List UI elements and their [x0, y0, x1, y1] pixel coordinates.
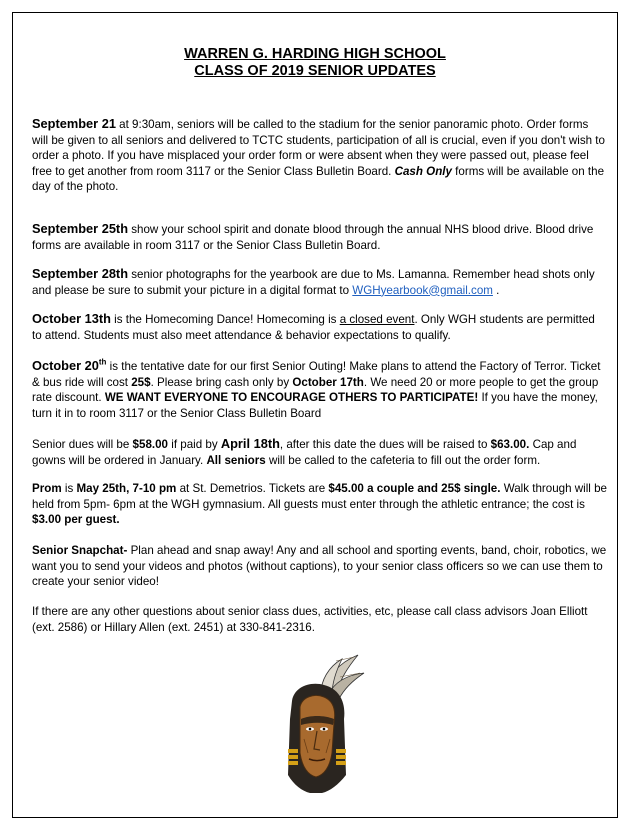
- yearbook-email-link[interactable]: WGHyearbook@gmail.com: [352, 283, 493, 297]
- native-american-chief-mascot-icon: [266, 653, 366, 798]
- paragraph-september-25: September 25th show your school spirit and donate blood through the annual NHS blood drive. Blood drive forms are available in room 3117 or the Senior Class Bulletin Board.: [32, 221, 594, 252]
- flyer-page: [12, 12, 618, 818]
- date-lead: September 25th: [32, 221, 129, 236]
- paragraph-september-21: September 21 at 9:30am, seniors will be called to the stadium for the senior panoramic photo. Order forms will be given to all seniors and delivered to TCTC students, participation of all is crucial, even if you don't wish to order a photo. If you have misplaced your order form or were absent when they were passed out, please feel free to get another from room 3117 or the Senior Class Bulletin Board. Cash Only forms will be available on the day of the photo.: [32, 116, 605, 194]
- date-lead: September 21: [32, 116, 116, 131]
- paragraph-september-28: September 28th senior photographs for the yearbook are due to Ms. Lamanna. Remember head shots only and please be sure to submit your picture in a digital format to WGHyearbook@gmail.com .: [32, 266, 595, 297]
- date-lead: October 20th: [32, 357, 107, 373]
- paragraph-october-13: October 13th is the Homecoming Dance! Homecoming is a closed event. Only WGH students are permitted to attend. Students must also meet attendance & behavior expectations to qualify.: [32, 311, 595, 342]
- paragraph-prom: Prom is May 25th, 7-10 pm at St. Demetrios. Tickets are $45.00 a couple and 25$ single. Walk through will be held from 5pm- 6pm at the WGH gymnasium. All guests must enter through the athletic entrance; the cost is $3.00 per guest.: [32, 482, 608, 527]
- title-school: WARREN G. HARDING HIGH SCHOOL: [184, 46, 446, 62]
- date-lead: September 28th: [32, 266, 129, 281]
- date-lead: October 13th: [32, 311, 111, 326]
- paragraph-senior-dues: Senior dues will be $58.00 if paid by April 18th, after this date the dues will be raised to $63.00. Cap and gowns will be ordered in January. All seniors will be called to the cafeteria to fill out the order form.: [32, 436, 577, 467]
- closed-event: a closed event: [339, 313, 415, 326]
- participation-callout: WE WANT EVERYONE TO ENCOURAGE OTHERS TO PARTICIPATE!: [104, 391, 479, 405]
- paragraph-contact: If there are any other questions about senior class dues, activities, etc, please call class advisors Joan Elliott (ext. 2586) or Hillary Allen (ext. 2451) at 330-841-2316.: [32, 605, 588, 634]
- page-title: [13, 46, 617, 80]
- cash-only: Cash Only: [394, 164, 452, 178]
- title-class: CLASS OF 2019 SENIOR UPDATES: [194, 63, 436, 79]
- paragraph-october-20: October 20th is the tentative date for our first Senior Outing! Make plans to attend the Factory of Terror. Ticket & bus ride will cost 25$. Please bring cash only by October 17th. We need 20 or more people to get the group rate discount. WE WANT EVERYONE TO ENCOURAGE OTHERS TO PARTICIPATE! If you have the money, turn it in to room 3117 or the Senior Class Bulletin Board: [32, 357, 601, 420]
- paragraph-senior-snapchat: Senior Snapchat- Plan ahead and snap away! Any and all school and sporting events, band, choir, robotics, we want you to send your videos and photos (without captions), to your senior class officers so we can use them to create your senior video!: [32, 544, 607, 589]
